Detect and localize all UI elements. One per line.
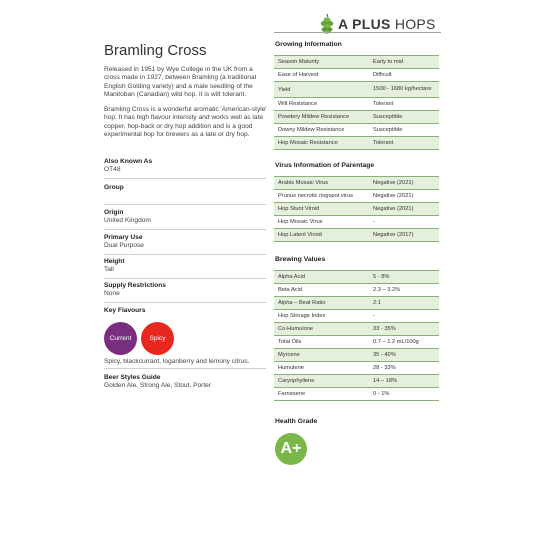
- health-grade-badge: A+: [275, 433, 307, 465]
- table-row: Hop Stunt Viroid Negative (2021): [274, 202, 439, 215]
- divider: [104, 302, 266, 303]
- growing-table: [274, 55, 439, 150]
- brand-logo: [319, 14, 436, 34]
- table-row: Humulene 28 - 33%: [274, 361, 439, 374]
- divider: [104, 254, 266, 255]
- intro-paragraph: Bramling Cross is a wonderful aromatic 'American-style' hop. It has high flavour intensity and works well as late copper, hop-back or dry hop addition and is a good experimental hop for brewers as a late or dry hop.: [104, 106, 267, 139]
- table-row: Hop Storage Index -: [274, 309, 439, 322]
- divider: [104, 178, 266, 179]
- table-row: Wilt Resistance Tolerant: [274, 97, 439, 110]
- virus-title: Virus Information of Parentage: [275, 162, 375, 169]
- table-row: Arabis Mosaic Virus Negative (2021): [274, 176, 439, 189]
- table-row: Farnesene 0 - 1%: [274, 387, 439, 401]
- key-flavours-label: Key Flavours: [104, 307, 146, 314]
- divider: [104, 368, 266, 369]
- origin: Origin United Kingdom: [104, 209, 151, 224]
- table-row: Alpha Acid 5 - 8%: [274, 270, 439, 283]
- brand-name: A PLUS HOPS: [338, 16, 436, 32]
- key-flavours-description: Spicy, blackcurrant, loganberry and lemony citrus.: [104, 358, 250, 365]
- beer-styles: Beer Styles Guide Golden Ale, Strong Ale, Stout, Porter: [104, 374, 212, 389]
- supply-restrictions: Supply Restrictions None: [104, 282, 166, 297]
- virus-table: [274, 176, 439, 242]
- primary-use: Primary Use Dual Purpose: [104, 234, 144, 249]
- table-row: Alpha – Beat Ratio 2:1: [274, 296, 439, 309]
- table-row: Hop Mosaic Virus -: [274, 215, 439, 228]
- table-row: Myrcene 35 - 40%: [274, 348, 439, 361]
- hop-cone-icon: [319, 14, 335, 34]
- table-row: Caryophyllene 14 – 18%: [274, 374, 439, 387]
- table-row: Hop Latent Viroid Negative (2017): [274, 228, 439, 242]
- health-title: Health Grade: [275, 418, 318, 425]
- table-row: Powdery Mildew Resistance Susceptible: [274, 110, 439, 123]
- also-known-as: Also Known As OT48: [104, 158, 153, 173]
- intro-text: [104, 66, 268, 146]
- table-row: Ease of Harvest Difficult: [274, 68, 439, 81]
- table-row: Prunus necrotic ringspot virus Negative (2021): [274, 189, 439, 202]
- table-row: Co-Humulone 33 - 35%: [274, 322, 439, 335]
- table-row: Total Oils 0.7 – 1.2 mL/100g: [274, 335, 439, 348]
- table-row: Hop Mosaic Resistance Tolerant: [274, 136, 439, 150]
- intro-paragraph: Released in 1951 by Wye College in the UK from a cross made in 1927, between Bramling (a traditional English Golding variety) and a male seedling of the Manitoban (Canadian) wild hop. It is wilt tolerant.: [104, 66, 257, 98]
- divider: [104, 229, 266, 230]
- page-title: Bramling Cross: [104, 42, 207, 59]
- table-row: Yield 1500 - 1680 kg/hectare: [274, 81, 439, 97]
- header-divider: [274, 32, 441, 33]
- brewing-title: Brewing Values: [275, 256, 326, 263]
- brewing-table: [274, 270, 439, 401]
- group: Group: [104, 184, 124, 191]
- growing-title: Growing Information: [275, 41, 342, 48]
- divider: [104, 204, 266, 205]
- divider: [104, 278, 266, 279]
- height: Height Tall: [104, 258, 125, 273]
- table-row: Season Maturity Early to mid: [274, 55, 439, 68]
- flavour-bubble-spicy: Spicy: [141, 322, 174, 355]
- table-row: Downy Mildew Resistance Susceptible: [274, 123, 439, 136]
- flavour-bubble-current: Current: [104, 322, 137, 355]
- table-row: Beta Acid 2.3 – 3.2%: [274, 283, 439, 296]
